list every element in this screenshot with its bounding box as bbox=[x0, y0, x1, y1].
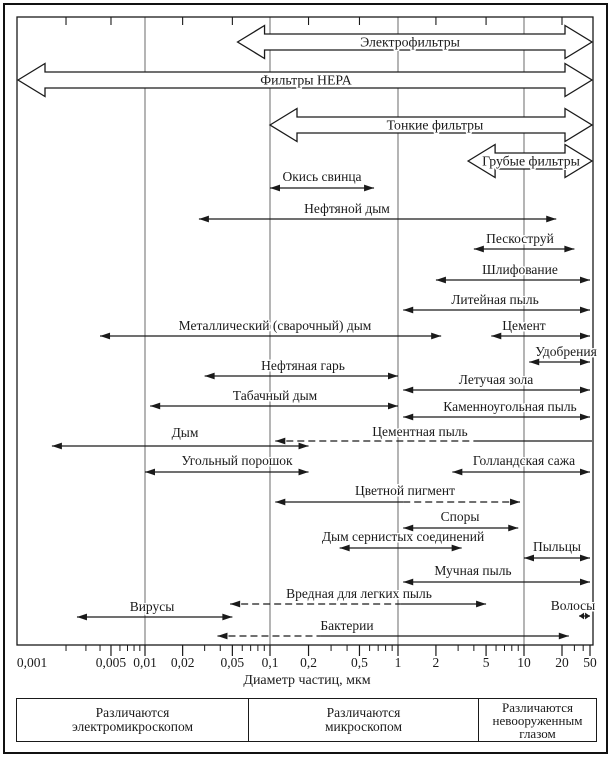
arrowhead-icon bbox=[275, 438, 285, 445]
particle-range-label: Нефтяной дым bbox=[304, 201, 390, 216]
particle-range-label: Вирусы bbox=[129, 599, 175, 614]
arrowhead-icon bbox=[403, 387, 413, 394]
legend-line: электромикроскопом bbox=[71, 719, 193, 734]
arrowhead-icon bbox=[77, 614, 87, 621]
arrowhead-icon bbox=[524, 555, 534, 562]
legend-line: Различаются bbox=[501, 699, 574, 715]
filter-range-label: Электрофильтры bbox=[360, 34, 460, 50]
arrowhead-icon bbox=[340, 545, 350, 552]
arrowhead-icon bbox=[559, 633, 569, 640]
arrowhead-icon bbox=[491, 333, 501, 340]
arrowhead-icon bbox=[580, 555, 590, 562]
axis-tick-label: 0,5 bbox=[351, 655, 368, 670]
particle-range-label: Табачный дым bbox=[232, 388, 318, 403]
arrowhead-icon bbox=[403, 414, 413, 421]
particle-range-label: Металлический (сварочный) дым bbox=[178, 318, 372, 333]
axis-tick-label: 0,005 bbox=[95, 655, 127, 670]
axis-tick-label: 0,1 bbox=[261, 655, 279, 670]
legend-line: Различаются bbox=[326, 705, 401, 720]
filter-range-label: Тонкие фильтры bbox=[386, 117, 484, 133]
arrowhead-icon bbox=[452, 545, 462, 552]
arrowhead-icon bbox=[580, 579, 590, 586]
arrowhead-icon bbox=[388, 373, 398, 380]
arrowhead-icon bbox=[580, 307, 590, 314]
arrowhead-icon bbox=[145, 469, 155, 476]
arrowhead-icon bbox=[52, 443, 62, 450]
axis-tick-label: 20 bbox=[555, 655, 569, 670]
arrowhead-icon bbox=[452, 469, 462, 476]
axis-tick-label: 2 bbox=[432, 655, 440, 670]
legend-line: микроскопом bbox=[324, 719, 403, 734]
arrowhead-icon bbox=[270, 185, 280, 192]
particle-range-label: Дым bbox=[171, 425, 199, 440]
arrowhead-icon bbox=[529, 359, 539, 366]
arrowhead-icon bbox=[205, 373, 215, 380]
arrowhead-icon bbox=[230, 601, 240, 608]
particle-range-label: Голландская сажа bbox=[472, 453, 576, 468]
particle-range-label: Цементная пыль bbox=[372, 424, 468, 439]
axis-tick-label: 0,001 bbox=[16, 655, 48, 670]
arrowhead-icon bbox=[508, 525, 518, 532]
particle-range-label: Вредная для легких пыль bbox=[286, 586, 432, 601]
arrowhead-icon bbox=[431, 333, 441, 340]
legend-line: невооруженным bbox=[492, 712, 583, 728]
arrowhead-icon bbox=[403, 579, 413, 586]
axis-tick-label: 50 bbox=[583, 655, 597, 670]
arrowhead-icon bbox=[564, 246, 574, 253]
particle-range-label: Цветной пигмент bbox=[355, 483, 455, 498]
arrowhead-icon bbox=[217, 633, 227, 640]
axis-tick-label: 0,02 bbox=[170, 655, 195, 670]
arrowhead-icon bbox=[580, 414, 590, 421]
particle-range-label: Бактерии bbox=[320, 618, 374, 633]
arrowhead-icon bbox=[299, 469, 309, 476]
legend-line: Различаются bbox=[95, 705, 170, 720]
particle-range-label: Волосы bbox=[550, 598, 596, 613]
legend-cell-electron-microscope bbox=[17, 699, 249, 741]
axis-tick-label: 0,05 bbox=[220, 655, 245, 670]
particle-range-label: Окись свинца bbox=[282, 169, 362, 184]
resolution-legend bbox=[16, 698, 597, 742]
particle-range-label: Цемент bbox=[502, 318, 546, 333]
arrowhead-icon bbox=[474, 246, 484, 253]
arrowhead-icon bbox=[100, 333, 110, 340]
arrowhead-icon bbox=[199, 216, 209, 223]
arrowhead-icon bbox=[150, 403, 160, 410]
axis-title: Диаметр частиц, мкм bbox=[243, 673, 371, 688]
particle-range-label: Дым сернистых соединений bbox=[321, 529, 485, 544]
particle-range-label: Литейная пыль bbox=[451, 292, 539, 307]
arrowhead-icon bbox=[436, 277, 446, 284]
filter-range-label: Грубые фильтры bbox=[482, 153, 580, 169]
arrowhead-icon bbox=[364, 185, 374, 192]
axis-tick-label: 0,2 bbox=[300, 655, 317, 670]
filter-range-label: Фильтры HEPA bbox=[260, 72, 352, 88]
particle-range-label: Споры bbox=[440, 509, 480, 524]
arrowhead-icon bbox=[580, 277, 590, 284]
arrowhead-icon bbox=[299, 443, 309, 450]
arrowhead-icon bbox=[580, 333, 590, 340]
legend-cell-naked-eye bbox=[479, 699, 596, 741]
arrowhead-icon bbox=[580, 359, 590, 366]
particle-range-label: Мучная пыль bbox=[434, 563, 512, 578]
arrowhead-icon bbox=[585, 613, 590, 620]
particle-range-label: Нефтяная гарь bbox=[261, 358, 345, 373]
axis-tick-label: 10 bbox=[517, 655, 531, 670]
arrowhead-icon bbox=[403, 307, 413, 314]
arrowhead-icon bbox=[388, 403, 398, 410]
particle-range-label: Удобрения bbox=[535, 344, 597, 359]
arrowhead-icon bbox=[275, 499, 285, 506]
particle-range-label: Каменноугольная пыль bbox=[443, 399, 577, 414]
legend-cell-microscope bbox=[249, 699, 479, 741]
particle-range-label: Летучая зола bbox=[458, 372, 534, 387]
axis-tick-label: 0,01 bbox=[133, 655, 157, 670]
arrowhead-icon bbox=[580, 469, 590, 476]
legend-line: глазом bbox=[519, 725, 556, 741]
particle-range-label: Угольный порошок bbox=[181, 453, 293, 468]
arrowhead-icon bbox=[579, 613, 584, 620]
arrowhead-icon bbox=[222, 614, 232, 621]
particle-range-label: Пыльцы bbox=[532, 539, 582, 554]
particle-range-label: Пескоструй bbox=[486, 231, 554, 246]
arrowhead-icon bbox=[510, 499, 520, 506]
arrowhead-icon bbox=[476, 601, 486, 608]
axis-tick-label: 5 bbox=[482, 655, 490, 670]
arrowhead-icon bbox=[580, 387, 590, 394]
arrowhead-icon bbox=[546, 216, 556, 223]
particle-range-label: Шлифование bbox=[482, 262, 558, 277]
axis-tick-label: 1 bbox=[394, 655, 402, 670]
